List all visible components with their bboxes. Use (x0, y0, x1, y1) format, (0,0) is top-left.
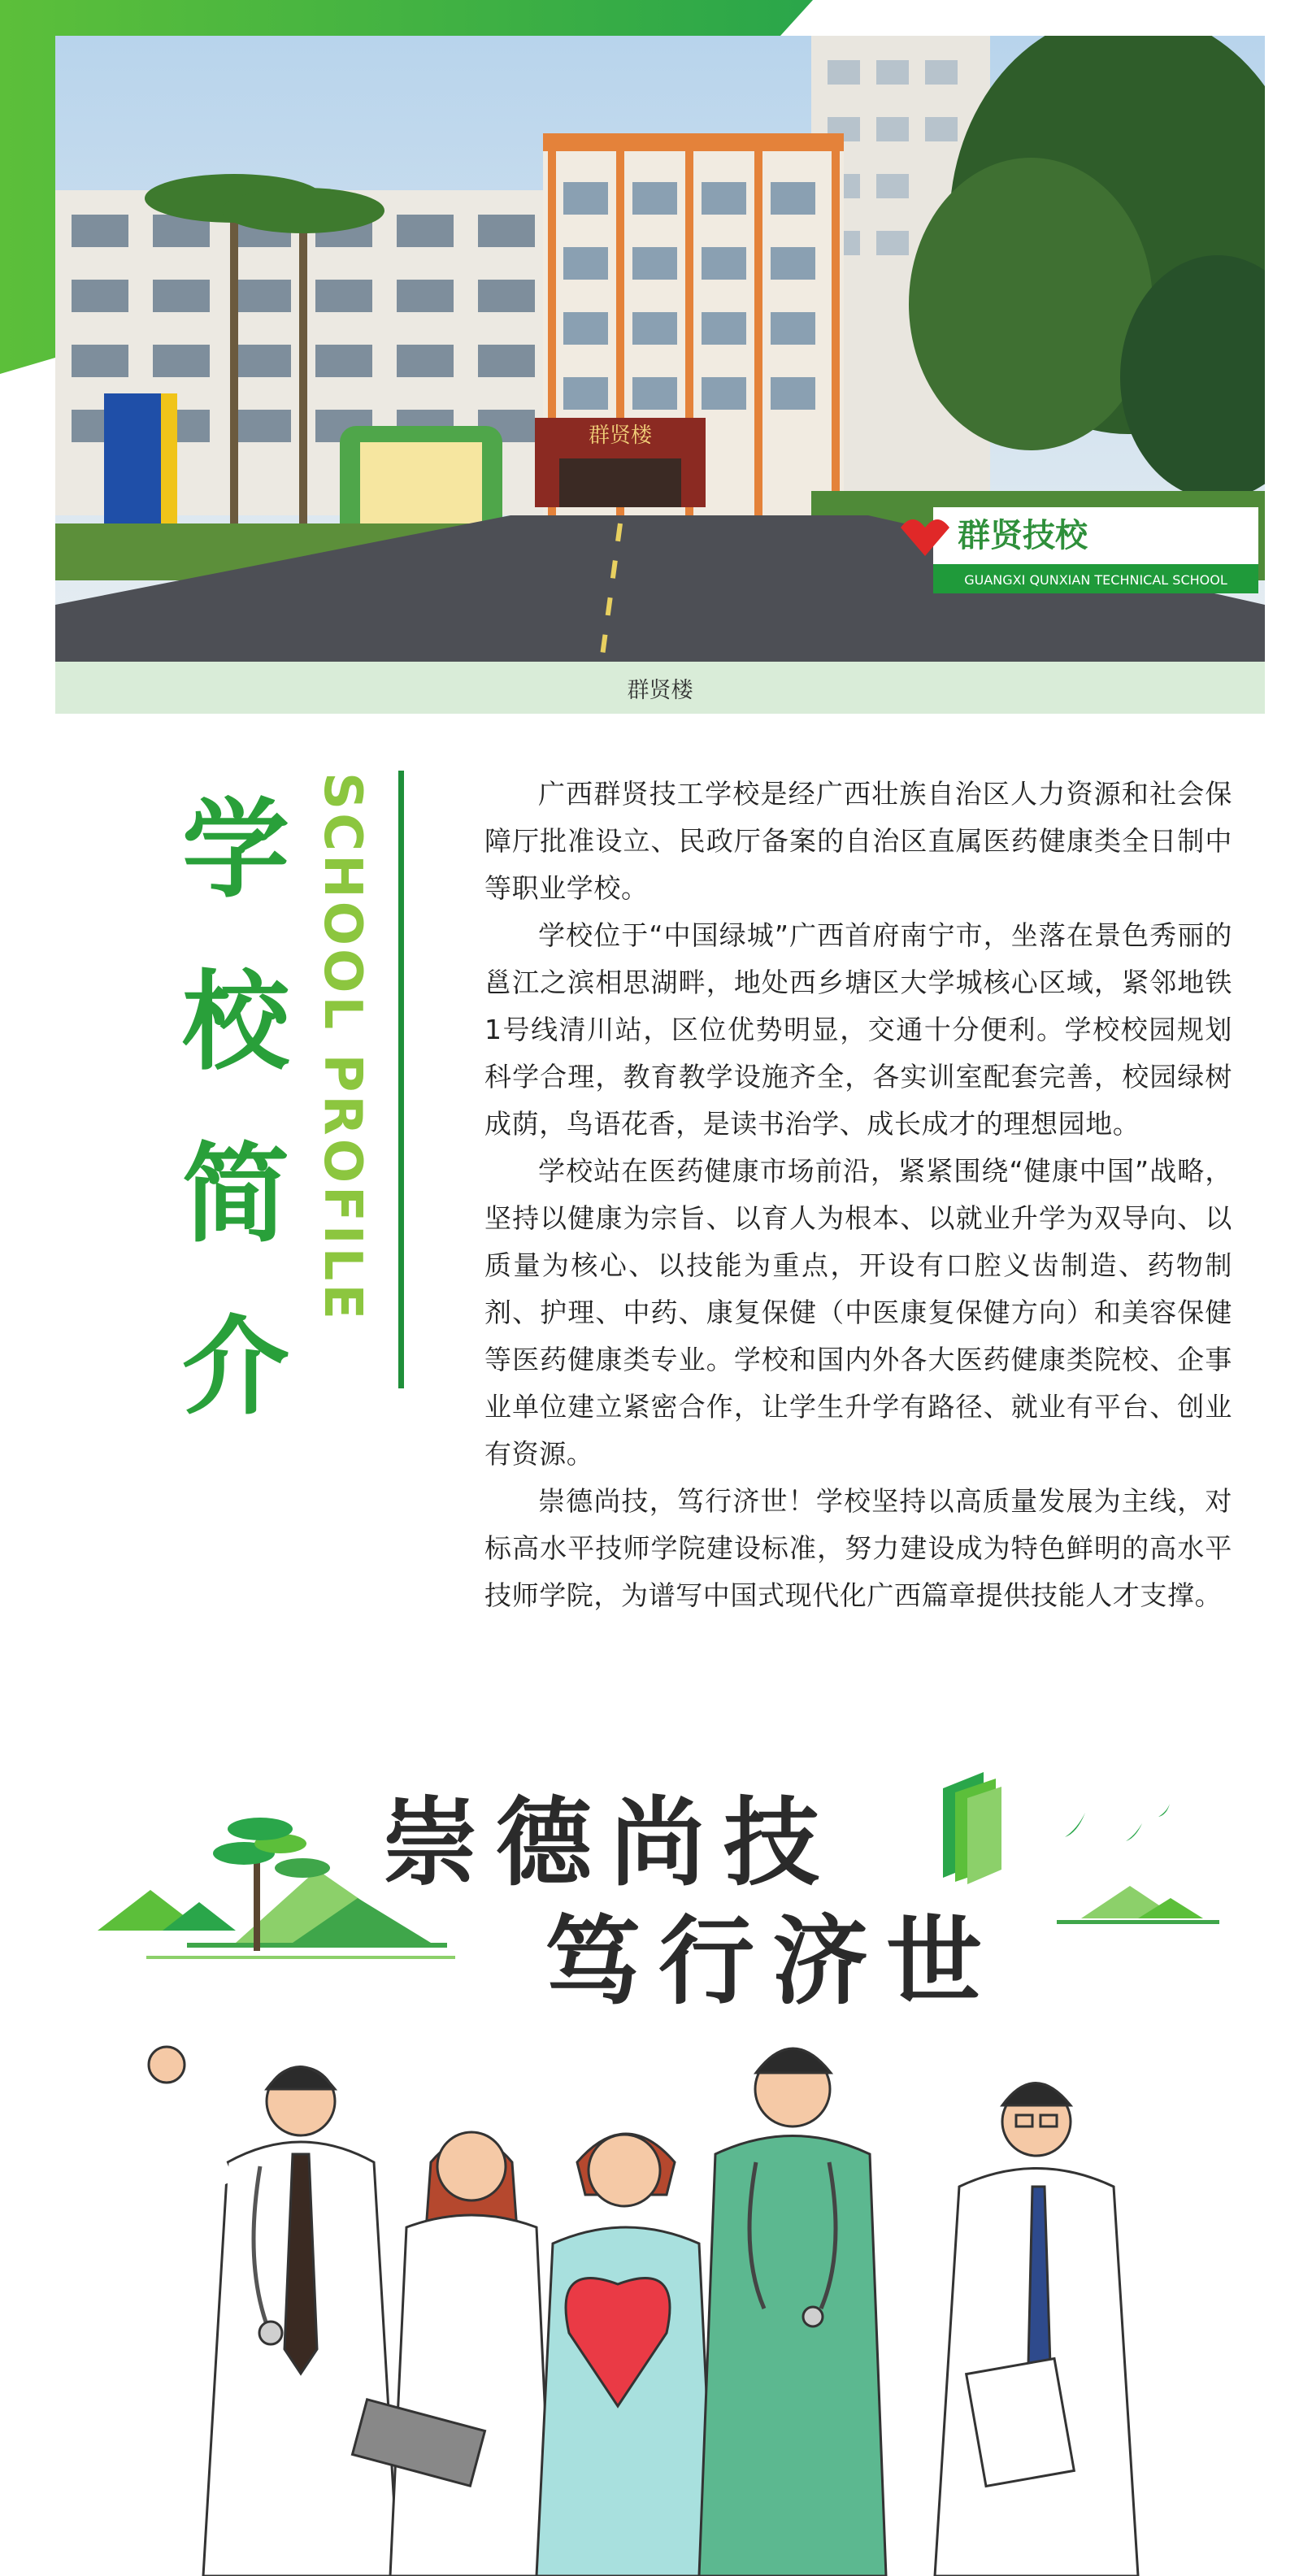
campus-sign-en: GUANGXI QUNXIAN TECHNICAL SCHOOL (964, 572, 1227, 588)
campus-photo (55, 36, 1265, 662)
paragraph: 崇德尚技，笃行济世！学校坚持以高质量发展为主线，对标高水平技师学院建设标准，努力建设成为特色鲜明的高水平技师学院，为谱写中国式现代化广西篇章提供技能人才支撑。 (484, 1485, 1232, 1611)
birds-mountain-graphic (1057, 1804, 1219, 1924)
doctor-glasses-figure (935, 2083, 1138, 2576)
paragraph: 广西群贤技工学校是经广西壮族自治区人力资源和社会保障厅批准设立、民政厅备案的自治区直属医药健康类全日制中等职业学校。 (484, 778, 1232, 904)
title-char: 学 (182, 788, 289, 913)
profile-title-cn (171, 764, 301, 1453)
profile-text (484, 771, 1232, 1619)
campus-sign: 群贤技校 (958, 517, 1088, 554)
nurse-heart-figure (537, 2134, 715, 2576)
nurse-green-figure (699, 2048, 886, 2576)
title-divider (398, 771, 404, 1388)
slogan-line-1: 崇德尚技 (382, 1786, 838, 1899)
profile-title-en: SCHOOL PROFILE (312, 772, 372, 1323)
slogan-line-2: 笃行济世 (545, 1905, 1001, 2018)
book-icon (943, 1772, 1001, 1884)
medical-staff-illustration (81, 2024, 1236, 2576)
building-sign: 群贤楼 (588, 424, 653, 448)
title-char: 校 (182, 960, 289, 1085)
title-char: 介 (182, 1305, 289, 1430)
doctor-figure (149, 2047, 398, 2576)
title-char: 简 (182, 1132, 289, 1258)
paragraph: 学校位于“中国绿城”广西首府南宁市，坐落在景色秀丽的邕江之滨相思湖畔，地处西乡塘区大学城核心区域，紧邻地铁1号线清川站，区位优势明显，交通十分便利。学校校园规划科学合理，教育教学设施齐全，各实训室配套完善，校园绿树成荫，鸟语花香，是读书治学、成长成才的理想园地。 (484, 919, 1232, 1140)
paragraph: 学校站在医药健康市场前沿，紧紧围绕“健康中国”战略，坚持以健康为宗旨、以育人为根本、以就业升学为双导向、以质量为核心、以技能为重点，开设有口腔义齿制造、药物制剂、护理、中药、康复保健（中医康复保健方向）和美容保健等医药健康类专业。学校和国内外各大医药健康类院校、企事业单位建立紧密合作，让学生升学有路径、就业有平台、创业有资源。 (484, 1155, 1232, 1470)
photo-caption: 群贤楼 (55, 662, 1265, 714)
